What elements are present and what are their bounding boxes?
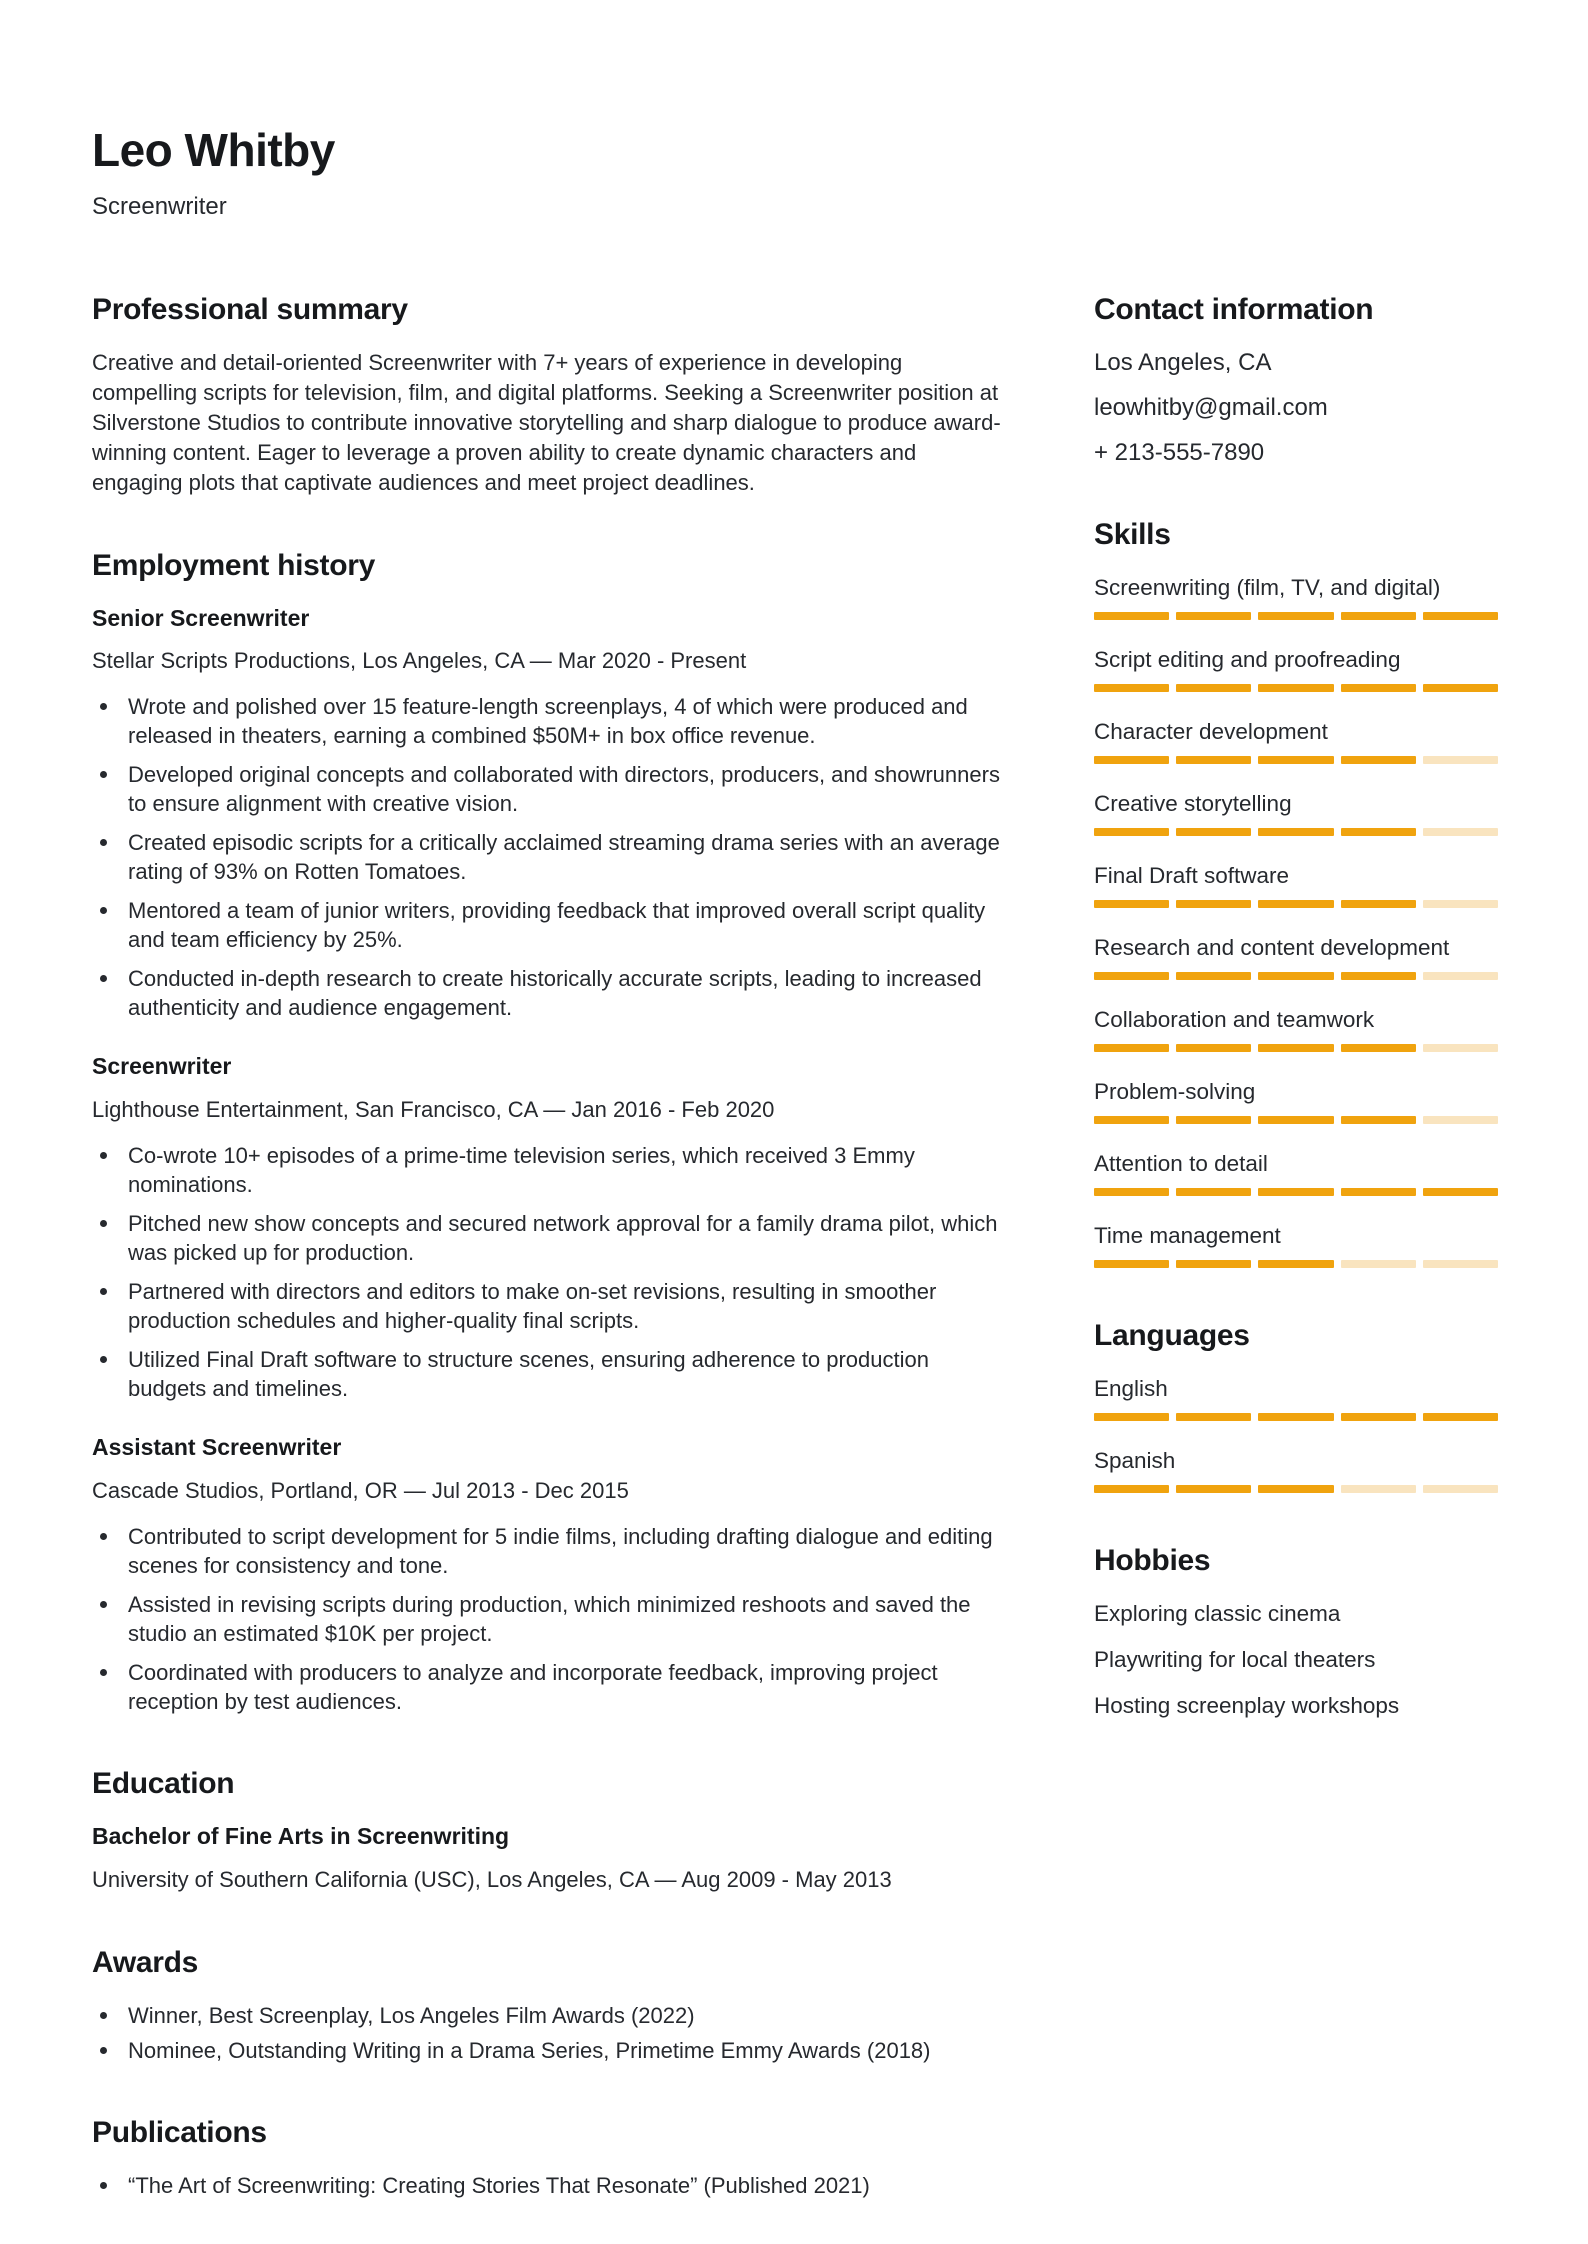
skill-level-bar	[1094, 684, 1498, 692]
hobby-item: Playwriting for local theaters	[1094, 1646, 1376, 1672]
job-title: Senior Screenwriter	[92, 604, 310, 631]
bar-segment	[1423, 828, 1498, 836]
skill-row	[1094, 717, 1498, 764]
education-section	[92, 1766, 1010, 1895]
bar-segment	[1176, 1188, 1251, 1196]
bar-segment	[1341, 1188, 1416, 1196]
awards-list	[92, 2001, 1010, 2065]
skills-list	[1094, 573, 1498, 1268]
bar-segment	[1423, 756, 1498, 764]
languages-section	[1094, 1318, 1498, 1493]
degree-title: Bachelor of Fine Arts in Screenwriting	[92, 1822, 510, 1849]
job-bullet: Utilized Final Draft software to structure scenes, ensuring adherence to production budgets and timelines.	[92, 1345, 1010, 1403]
skill-label: Collaboration and teamwork	[1094, 1006, 1375, 1032]
bar-segment	[1094, 1413, 1169, 1421]
bar-segment	[1341, 1413, 1416, 1421]
main-column	[92, 292, 1010, 2206]
hobbies-list	[1094, 1599, 1498, 1721]
job-bullet: Developed original concepts and collaborated with directors, producers, and showrunners to ensure alignment with creative vision.	[92, 760, 1010, 818]
job-company-dates: Stellar Scripts Productions, Los Angeles, CA — Mar 2020 - Present	[92, 648, 747, 674]
skill-row	[1094, 1221, 1498, 1268]
contact-list	[1094, 348, 1498, 467]
skill-level-bar	[1094, 900, 1498, 908]
bar-segment	[1094, 1188, 1169, 1196]
bar-segment	[1094, 1485, 1169, 1493]
bar-segment	[1423, 1260, 1498, 1268]
hobby-item: Exploring classic cinema	[1094, 1600, 1341, 1626]
awards-heading: Awards	[92, 1945, 199, 1979]
bar-segment	[1094, 1044, 1169, 1052]
bar-segment	[1258, 1044, 1333, 1052]
bar-segment	[1423, 900, 1498, 908]
bar-segment	[1176, 612, 1251, 620]
bar-segment	[1341, 612, 1416, 620]
job-bullet-list	[92, 692, 1010, 1022]
bar-segment	[1094, 1260, 1169, 1268]
contact-section	[1094, 292, 1498, 467]
bar-segment	[1176, 1044, 1251, 1052]
bar-segment	[1258, 1116, 1333, 1124]
hobbies-heading: Hobbies	[1094, 1543, 1211, 1577]
bar-segment	[1176, 1413, 1251, 1421]
skill-level-bar	[1094, 756, 1498, 764]
skill-label: Creative storytelling	[1094, 790, 1292, 816]
awards-section	[92, 1945, 1010, 2065]
skill-row	[1094, 933, 1498, 980]
bar-segment	[1176, 972, 1251, 980]
job-entry	[92, 604, 1010, 1023]
bar-segment	[1176, 1260, 1251, 1268]
bar-segment	[1258, 1413, 1333, 1421]
job-bullet: Wrote and polished over 15 feature-length screenplays, 4 of which were produced and released in theaters, earning a combined $50M+ in box office revenue.	[92, 692, 1010, 750]
languages-heading: Languages	[1094, 1318, 1250, 1352]
summary-heading: Professional summary	[92, 292, 408, 326]
job-bullet: Pitched new show concepts and secured network approval for a family drama pilot, which was picked up for production.	[92, 1209, 1010, 1267]
job-bullet: Contributed to script development for 5 indie films, including drafting dialogue and editing scenes for consistency and tone.	[92, 1522, 1010, 1580]
skill-label: Script editing and proofreading	[1094, 646, 1401, 672]
candidate-title: Screenwriter	[92, 192, 227, 220]
bar-segment	[1094, 1116, 1169, 1124]
bar-segment	[1341, 1044, 1416, 1052]
skill-label: Character development	[1094, 718, 1328, 744]
bar-segment	[1423, 1044, 1498, 1052]
contact-item: + 213-555-7890	[1094, 438, 1265, 466]
skill-label: Research and content development	[1094, 934, 1450, 960]
bar-segment	[1341, 900, 1416, 908]
contact-item: Los Angeles, CA	[1094, 348, 1272, 376]
skill-level-bar	[1094, 1260, 1498, 1268]
language-label: English	[1094, 1375, 1168, 1401]
bar-segment	[1341, 828, 1416, 836]
bar-segment	[1258, 1260, 1333, 1268]
job-bullet: Conducted in-depth research to create historically accurate scripts, leading to increased authenticity and audience engagement.	[92, 964, 1010, 1022]
skills-section	[1094, 517, 1498, 1268]
job-title: Assistant Screenwriter	[92, 1434, 342, 1461]
language-row	[1094, 1446, 1498, 1493]
languages-list	[1094, 1374, 1498, 1493]
job-bullet: Created episodic scripts for a critically acclaimed streaming drama series with an average rating of 93% on Rotten Tomatoes.	[92, 828, 1010, 886]
bar-segment	[1423, 1116, 1498, 1124]
job-title: Screenwriter	[92, 1053, 232, 1080]
publications-heading: Publications	[92, 2115, 267, 2149]
job-company-dates: Lighthouse Entertainment, San Francisco, CA — Jan 2016 - Feb 2020	[92, 1097, 775, 1123]
award-item: Winner, Best Screenplay, Los Angeles Film Awards (2022)	[92, 2001, 1010, 2030]
summary-section	[92, 292, 1010, 498]
candidate-name: Leo Whitby	[92, 124, 335, 176]
skill-row	[1094, 1005, 1498, 1052]
job-bullet-list	[92, 1522, 1010, 1716]
bar-segment	[1258, 1485, 1333, 1493]
publication-item: “The Art of Screenwriting: Creating Stories That Resonate” (Published 2021)	[92, 2171, 1010, 2200]
skill-level-bar	[1094, 612, 1498, 620]
skills-heading: Skills	[1094, 517, 1171, 551]
award-item: Nominee, Outstanding Writing in a Drama Series, Primetime Emmy Awards (2018)	[92, 2036, 1010, 2065]
hobbies-section	[1094, 1543, 1498, 1721]
bar-segment	[1258, 612, 1333, 620]
bar-segment	[1341, 972, 1416, 980]
bar-segment	[1176, 828, 1251, 836]
bar-segment	[1094, 756, 1169, 764]
job-list	[92, 604, 1010, 1716]
content-columns	[92, 292, 1498, 2206]
bar-segment	[1094, 612, 1169, 620]
sidebar-column	[1094, 292, 1498, 1737]
resume-header	[92, 124, 1498, 222]
job-bullet: Assisted in revising scripts during production, which minimized reshoots and saved the studio an estimated $10K per project.	[92, 1590, 1010, 1648]
summary-text: Creative and detail-oriented Screenwriter with 7+ years of experience in developing compelling scripts for television, film, and digital platforms. Seeking a Screenwriter position at Silverstone Studios to contribute innovative storytelling and sharp dialogue to produce award-winning content. Eager to leverage a proven ability to create dynamic characters and engaging plots that captivate audiences and meet project deadlines.	[92, 349, 1001, 495]
publications-list	[92, 2171, 1010, 2200]
language-row	[1094, 1374, 1498, 1421]
hobby-item: Hosting screenplay workshops	[1094, 1692, 1400, 1718]
bar-segment	[1258, 828, 1333, 836]
contact-item: leowhitby@gmail.com	[1094, 393, 1328, 421]
skill-row	[1094, 1077, 1498, 1124]
bar-segment	[1258, 684, 1333, 692]
bar-segment	[1258, 756, 1333, 764]
bar-segment	[1341, 756, 1416, 764]
publications-section	[92, 2115, 1010, 2200]
skill-level-bar	[1094, 1044, 1498, 1052]
bar-segment	[1258, 972, 1333, 980]
contact-heading: Contact information	[1094, 292, 1374, 326]
skill-label: Screenwriting (film, TV, and digital)	[1094, 574, 1441, 600]
bar-segment	[1341, 1485, 1416, 1493]
bar-segment	[1423, 1485, 1498, 1493]
job-bullet-list	[92, 1141, 1010, 1403]
skill-label: Final Draft software	[1094, 862, 1290, 888]
bar-segment	[1423, 1188, 1498, 1196]
skill-label: Attention to detail	[1094, 1150, 1268, 1176]
bar-segment	[1176, 900, 1251, 908]
bar-segment	[1094, 972, 1169, 980]
bar-segment	[1341, 1260, 1416, 1268]
bar-segment	[1423, 684, 1498, 692]
bar-segment	[1258, 1188, 1333, 1196]
skill-row	[1094, 1149, 1498, 1196]
bar-segment	[1176, 756, 1251, 764]
job-bullet: Co-wrote 10+ episodes of a prime-time television series, which received 3 Emmy nominations.	[92, 1141, 1010, 1199]
skill-label: Time management	[1094, 1222, 1281, 1248]
employment-heading: Employment history	[92, 548, 375, 582]
bar-segment	[1176, 1485, 1251, 1493]
bar-segment	[1423, 972, 1498, 980]
employment-section	[92, 548, 1010, 1716]
job-bullet: Coordinated with producers to analyze and incorporate feedback, improving project reception by test audiences.	[92, 1658, 1010, 1716]
job-entry	[92, 1433, 1010, 1716]
skill-row	[1094, 645, 1498, 692]
skill-level-bar	[1094, 1116, 1498, 1124]
language-level-bar	[1094, 1485, 1498, 1493]
bar-segment	[1176, 1116, 1251, 1124]
bar-segment	[1258, 900, 1333, 908]
skill-level-bar	[1094, 828, 1498, 836]
job-bullet: Mentored a team of junior writers, providing feedback that improved overall script quality and team efficiency by 25%.	[92, 896, 1010, 954]
bar-segment	[1176, 684, 1251, 692]
bar-segment	[1341, 684, 1416, 692]
bar-segment	[1423, 612, 1498, 620]
bar-segment	[1423, 1413, 1498, 1421]
skill-level-bar	[1094, 1188, 1498, 1196]
job-entry	[92, 1052, 1010, 1403]
education-heading: Education	[92, 1766, 235, 1800]
bar-segment	[1094, 828, 1169, 836]
language-level-bar	[1094, 1413, 1498, 1421]
skill-row	[1094, 861, 1498, 908]
bar-segment	[1094, 684, 1169, 692]
education-school-dates: University of Southern California (USC), Los Angeles, CA — Aug 2009 - May 2013	[92, 1866, 892, 1892]
skill-row	[1094, 789, 1498, 836]
bar-segment	[1341, 1116, 1416, 1124]
bar-segment	[1094, 900, 1169, 908]
job-bullet: Partnered with directors and editors to make on-set revisions, resulting in smoother production schedules and higher-quality final scripts.	[92, 1277, 1010, 1335]
language-label: Spanish	[1094, 1447, 1176, 1473]
skill-row	[1094, 573, 1498, 620]
skill-label: Problem-solving	[1094, 1078, 1256, 1104]
skill-level-bar	[1094, 972, 1498, 980]
job-company-dates: Cascade Studios, Portland, OR — Jul 2013 - Dec 2015	[92, 1477, 629, 1503]
